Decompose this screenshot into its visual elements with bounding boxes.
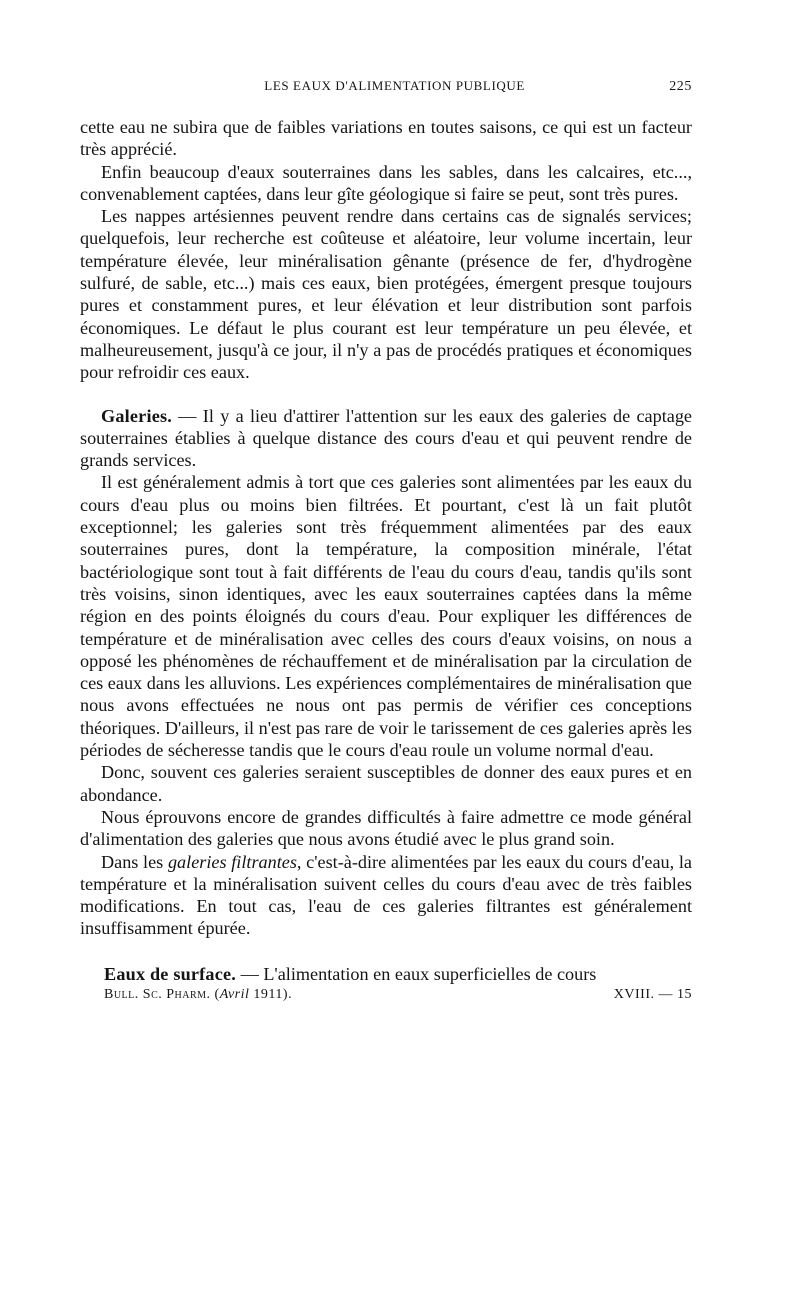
- paragraph-continuation: cette eau ne subira que de faibles variations en toutes saisons, ce qui est un facteur très apprécié.: [80, 117, 692, 160]
- surface-text: L'alimentation en eaux superficielles de cours: [263, 963, 597, 984]
- journal-year: 1911: [249, 986, 283, 1002]
- filtrantes-start: Dans les: [101, 851, 168, 872]
- running-head: [80, 78, 692, 100]
- paragraph-galeries-filtrantes: [80, 851, 692, 940]
- paragraph-galeries-intro: [80, 405, 692, 472]
- paragraph-galeries-donc: Donc, souvent ces galeries seraient susceptibles de donner des eaux pures et en abondance.: [80, 762, 692, 805]
- journal-reference: [104, 987, 292, 1003]
- heading-dash: —: [172, 405, 203, 426]
- page-number: 225: [669, 79, 692, 94]
- paragraph-nappes-artesiennes: Les nappes artésiennes peuvent rendre dans certains cas de signalés services; quelquefois, leur recherche est coûteuse et aléatoire, leur volume incertain, leur température élevée, leur minéralisation gênante (présence de fer, d'hydrogène sulfuré, de sable, etc...) mais ces eaux, bien protégées, émergent presque toujours pures et constamment pures, et leur élévation et leur distribution sont parfois économiques. Le défaut le plus courant est leur température un peu élevée, et malheureusement, jusqu'à ce jour, il n'y a pas de procédés pratiques et économiques pour refroidir ces eaux.: [80, 206, 692, 383]
- section-spacer: [80, 384, 692, 405]
- galeries-intro-text: Il y a lieu d'attirer l'attention sur les eaux des galeries de captage souterraines établies à quelque distance des cours d'eau et qui peuvent rendre de grands services.: [80, 405, 693, 471]
- paragraph-galeries-difficultes: Nous éprouvons encore de grandes difficultés à faire admettre ce mode général d'alimentation des galeries que nous avons étudié avec le plus grand soin.: [80, 806, 692, 850]
- body-text: [80, 116, 692, 940]
- running-head-title: LES EAUX D'ALIMENTATION PUBLIQUE: [264, 78, 525, 93]
- section-spacer: [80, 940, 692, 963]
- filtrantes-italic-term: galeries filtrantes: [167, 851, 297, 872]
- page-footer: [80, 987, 692, 1003]
- paragraph-eaux-de-surface: [80, 963, 692, 985]
- heading-dash: —: [236, 963, 264, 984]
- section-heading-eaux-de-surface: Eaux de surface.: [104, 963, 237, 984]
- filtrantes-rest: , c'est-à-dire alimentées par les eaux du cours d'eau, la température et la minéralisation suivent celles du cours d'eau avec de très faibles modifications. En tout cas, l'eau de ces galeries filtrantes est généralement insuffisamment épurée.: [80, 851, 693, 939]
- signature-mark: XVIII. — 15: [613, 986, 692, 1002]
- paragraph-eaux-souterraines: Enfin beaucoup d'eaux souterraines dans les sables, dans les calcaires, etc..., convenablement captées, dans leur gîte géologique si faire se peut, sont très pures.: [80, 161, 692, 204]
- journal-suffix: ).: [282, 986, 293, 1002]
- journal-prefix: Bull. Sc. Pharm. (: [104, 986, 220, 1002]
- paragraph-galeries-alimentation: Il est généralement admis à tort que ces galeries sont alimentées par les eaux du cours d'eau plus ou moins bien filtrées. Et pourtant, c'est là un fait plutôt exceptionnel; les galeries sont très fréquemment alimentées par des eaux souterraines pures, dont la température, la composition minérale, l'état bactériologique sont tout à fait différents de l'eau du cours d'eau, tandis qu'ils sont très voisins, sinon identiques, avec les eaux souterraines captées dans la même région en des points éloignés du cours d'eau. Pour expliquer les différences de température et de minéralisation avec celles des cours d'eaux voisins, on nous a opposé les phénomènes de réchauffement et de minéralisation par la circulation de ces eaux dans les alluvions. Les expériences complémentaires de minéralisation que nous avons effectuées ne nous ont pas permis de vérifier ces conceptions théoriques. D'ailleurs, il n'est pas rare de voir le tarissement de ces galeries après les périodes de sécheresse tandis que le cours d'eau roule un volume normal d'eau.: [80, 472, 692, 761]
- section-heading-galeries: Galeries.: [101, 405, 172, 426]
- journal-date: Avril: [219, 986, 250, 1002]
- document-page: [80, 78, 692, 1003]
